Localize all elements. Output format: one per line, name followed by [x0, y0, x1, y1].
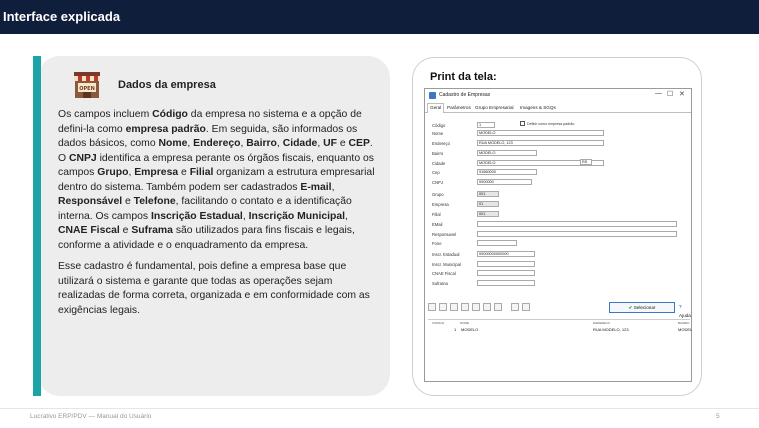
company-grid [428, 319, 693, 379]
field-bairro[interactable]: MODELO [477, 150, 537, 156]
tab-imagens[interactable]: Imagens & SGQs [520, 105, 556, 110]
grid-header-nome: NOME [460, 321, 469, 325]
text-run: e [336, 138, 349, 149]
paragraph-1 [58, 108, 378, 253]
field-responsavel[interactable] [477, 231, 677, 237]
bold-term: UF [323, 138, 337, 149]
bold-term: Grupo [97, 167, 129, 178]
close-icon[interactable]: ✕ [679, 91, 685, 98]
grid-header-codigo: CODIGO [432, 321, 445, 325]
export-icon[interactable] [522, 303, 530, 311]
bold-term: Empresa [134, 167, 179, 178]
text-run: , [317, 138, 324, 149]
label-empresa: Empresa [432, 202, 449, 207]
search-icon[interactable] [494, 303, 502, 311]
card-title: Dados da empresa [118, 79, 216, 91]
label-cidade: Cidade [432, 161, 446, 166]
text-run: da empresa no sistema e a opção de defini-la como [58, 109, 362, 135]
field-cnpj[interactable]: 0000000 [477, 179, 532, 185]
field-endere-o[interactable]: RUA MODELO, 123 [477, 140, 604, 146]
cadastro-window [424, 88, 692, 382]
open-icon[interactable] [439, 303, 447, 311]
label-grupo: Grupo [432, 192, 444, 197]
delete-icon[interactable] [450, 303, 458, 311]
grid-cell-codigo[interactable]: 1 [454, 327, 457, 332]
print-icon[interactable] [483, 303, 491, 311]
bold-term: CNPJ [68, 152, 97, 164]
text-run: Os campos incluem [58, 109, 153, 120]
grid-header-bairro: BAIRRO [678, 321, 690, 325]
label-fone: Fone [432, 241, 442, 246]
card-body [58, 108, 378, 325]
bold-term: E-mail [300, 181, 332, 193]
save-icon[interactable] [461, 303, 469, 311]
bold-term: CEP [348, 138, 370, 149]
grid-header-endereco: ENDERECO [593, 321, 611, 325]
window-tabs [425, 103, 691, 113]
new-icon[interactable] [428, 303, 436, 311]
field-filial[interactable]: 001 [477, 211, 499, 217]
help-button-label: Ajuda [679, 313, 691, 318]
text-run: , [345, 210, 348, 222]
store-sign-text: OPEN [79, 86, 95, 92]
field-inscr-municipal[interactable] [477, 261, 535, 267]
bold-term: Código [152, 109, 188, 120]
minimize-icon[interactable]: — [655, 90, 662, 97]
text-run: e [119, 225, 132, 236]
uf-field[interactable]: RS [580, 159, 592, 165]
field-c-digo[interactable]: 1 [477, 122, 495, 128]
header-bar [0, 0, 759, 34]
bold-term: Nome [158, 138, 188, 149]
edit-icon[interactable] [511, 303, 519, 311]
text-run: , facilitando o contato e a identificação interna. Os campos [58, 196, 352, 222]
window-title: Cadastro de Empresas [439, 92, 491, 98]
text-run: , [240, 138, 247, 149]
text-run: identifica a empresa perante os órgãos fiscais, enquanto os campos [58, 152, 374, 178]
field-inscr-estadual[interactable]: 00000000000000 [477, 251, 535, 257]
label-cnpj: CNPJ [432, 180, 443, 185]
label-endere-o: Endereço [432, 141, 450, 146]
app-icon [429, 92, 436, 99]
default-company-checkbox[interactable] [520, 121, 525, 126]
help-button[interactable] [679, 302, 693, 318]
bold-term: Cidade [282, 138, 318, 149]
help-icon: ? [679, 304, 682, 309]
bold-term: Inscrição Municipal [248, 210, 346, 222]
label-filial: Filial [432, 212, 441, 217]
text-run: , [128, 167, 135, 178]
field-fone[interactable] [477, 240, 517, 246]
footer-divider [0, 408, 759, 409]
bold-term: Telefone [133, 196, 176, 207]
text-run: organizam a estrutura empresarial dentro do sistema. Também podem ser cadastrados [58, 167, 375, 193]
text-run: . O [58, 138, 373, 164]
field-empresa[interactable]: 01 [477, 201, 499, 207]
bold-term: Filial [189, 167, 214, 178]
select-button[interactable] [609, 302, 675, 313]
field-cep[interactable]: 91560000 [477, 169, 537, 175]
field-grupo[interactable]: 001 [477, 191, 499, 197]
header-title: Interface explicada [3, 9, 121, 24]
footer-text: Lucrativo ERP/PDV — Manual do Usuário [30, 413, 152, 420]
label-cnae-fiscal: CNAE Fiscal [432, 271, 456, 276]
cancel-icon[interactable] [472, 303, 480, 311]
paragraph-2: Esse cadastro é fundamental, pois define a empresa base que utilizará o sistema e garante que todas as operações sejam realizadas de forma correta, organizada e em conformidade com as exigências legais. [58, 261, 370, 316]
page-number: 5 [716, 413, 720, 420]
text-run: e [122, 196, 134, 207]
label-cep: Cep [432, 170, 440, 175]
text-run: , [276, 138, 283, 149]
label-nome: Nome [432, 131, 444, 136]
label-suframa: Suframa [432, 281, 448, 286]
bold-term: Inscrição Estadual [150, 210, 243, 222]
grid-cell-bairro[interactable]: MODEL [678, 327, 693, 332]
field-cidade[interactable]: MODELO [477, 160, 604, 166]
label-c-digo: Código [432, 123, 446, 128]
field-suframa[interactable] [477, 280, 535, 286]
select-button-label: Selecionar [633, 305, 656, 310]
label-inscr-municipal: Inscr. Municipal [432, 262, 461, 267]
tab-parametros[interactable]: Parâmetros [447, 105, 471, 110]
text-run: . Em seguida, são informados os dados básicos, como [58, 123, 358, 149]
tab-geral[interactable]: Geral [427, 103, 444, 113]
tab-grupo-empresarial[interactable]: Grupo Empresarial [475, 105, 514, 110]
label-inscr-estadual: Inscr. Estadual [432, 252, 460, 257]
label-responsavel: Responsavel [432, 232, 457, 237]
print-label: Print da tela: [430, 71, 497, 83]
accent-bar [33, 56, 41, 396]
bold-term: Responsável [58, 196, 123, 207]
window-titlebar [425, 89, 691, 102]
maximize-icon[interactable]: ☐ [667, 91, 674, 98]
bold-term: empresa padrão [125, 123, 206, 135]
label-email: EMail [432, 222, 443, 227]
check-icon: ✔ [628, 305, 633, 310]
bold-term: CNAE Fiscal [58, 225, 120, 236]
grid-cell-endereco[interactable]: RUA MODELO, 123 [593, 327, 629, 332]
text-run: , [331, 181, 335, 193]
label-bairro: Bairro [432, 151, 444, 156]
text-run: , [187, 138, 194, 149]
bold-term: Suframa [131, 225, 173, 236]
text-run: são utilizados para fins fiscais e legais, conforme a atividade e o enquadramento da empresa. [58, 225, 355, 251]
field-cnae-fiscal[interactable] [477, 270, 535, 276]
text-run: e [178, 167, 190, 178]
field-email[interactable] [477, 221, 677, 227]
bold-term: Bairro [246, 138, 277, 149]
text-run: , [242, 210, 249, 222]
default-company-label: Definir como empresa padrão [527, 122, 575, 126]
field-nome[interactable]: MODELO [477, 130, 604, 136]
grid-cell-nome[interactable]: MODELO [461, 327, 479, 332]
bold-term: Endereço [193, 138, 241, 149]
store-icon [72, 70, 102, 100]
